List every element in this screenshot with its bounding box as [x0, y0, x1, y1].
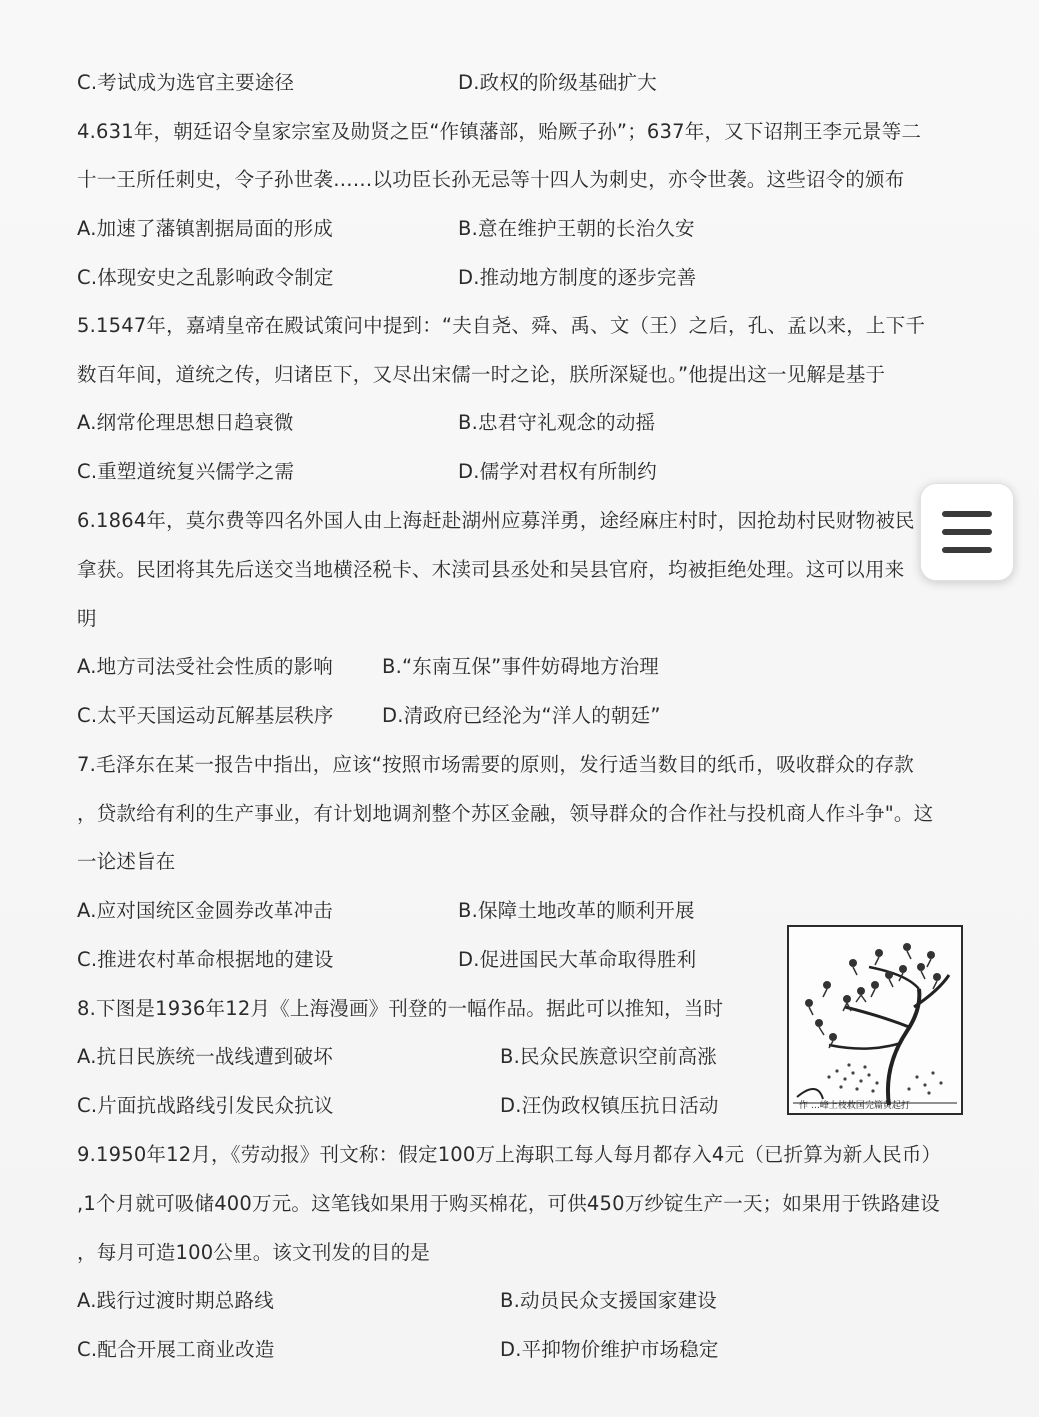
q4-stem-line-1: 4.631年，朝廷诏令皇家宗室及勋贤之臣“作镇藩部，贻厥子孙”；637年，又下诏荆王李元景等二: [77, 120, 922, 143]
q7-option-d: D.促进国民大革命取得胜利: [458, 948, 697, 971]
q6-option-d: D.清政府已经沦为“洋人的朝廷”: [382, 704, 661, 727]
q4-option-a: A.加速了藩镇割据局面的形成: [77, 217, 333, 240]
cartoon-drawing: [789, 927, 961, 1113]
q8-option-d: D.汪伪政权镇压抗日活动: [500, 1094, 719, 1117]
q9-option-a: A.践行过渡时期总路线: [77, 1289, 274, 1312]
q4-option-d: D.推动地方制度的逐步完善: [458, 266, 697, 289]
q5-option-a: A.纲常伦理思想日趋衰微: [77, 411, 294, 434]
q7-option-c: C.推进农村革命根据地的建设: [77, 948, 334, 971]
q9-stem-line-3: ，每月可造100公里。该文刊发的目的是: [77, 1241, 431, 1264]
q9-stem-line-1: 9.1950年12月，《劳动报》刊文称：假定100万上海职工每人每月都存入4元（已折算为新人民币）: [77, 1143, 942, 1166]
q7-stem-line-1: 7.毛泽东在某一报告中指出，应该“按照市场需要的原则，发行适当数目的纸币，吸收群众的存款: [77, 753, 915, 776]
q3-option-d: D.政权的阶级基础扩大: [458, 71, 657, 94]
q6-stem-line-1: 6.1864年，莫尔费等四名外国人由上海赶赴湖州应募洋勇，途经麻庄村时，因抢劫村民财物被民: [77, 509, 915, 532]
q8-option-b: B.民众民族意识空前高涨: [500, 1045, 717, 1068]
q8-stem: 8.下图是1936年12月《上海漫画》刊登的一幅作品。据此可以推知，当时: [77, 997, 724, 1020]
q8-option-c: C.片面抗战路线引发民众抗议: [77, 1094, 334, 1117]
q5-stem-line-1: 5.1547年，嘉靖皇帝在殿试策问中提到：“夫自尧、舜、禹、文（王）之后，孔、孟以来，上下千: [77, 314, 926, 337]
q3-option-c: C.考试成为选官主要途径: [77, 71, 295, 94]
q6-stem-line-3: 明: [77, 607, 97, 630]
q6-option-c: C.太平天国运动瓦解基层秩序: [77, 704, 334, 727]
q5-option-c: C.重塑道统复兴儒学之需: [77, 460, 295, 483]
q4-option-c: C.体现安史之乱影响政令制定: [77, 266, 334, 289]
q6-option-b: B.“东南互保”事件妨碍地方治理: [382, 655, 659, 678]
q9-stem-line-2: ,1个月就可吸储400万元。这笔钱如果用于购买棉花，可供450万纱锭生产一天；如果用于铁路建设: [77, 1192, 940, 1215]
q5-option-d: D.儒学对君权有所制约: [458, 460, 657, 483]
q4-option-b: B.意在维护王朝的长治久安: [458, 217, 695, 240]
q7-option-b: B.保障土地改革的顺利开展: [458, 899, 695, 922]
q7-stem-line-3: 一论述旨在: [77, 850, 176, 873]
q7-stem-line-2: ，贷款给有利的生产事业，有计划地调剂整个苏区金融，领导群众的合作社与投机商人作斗争"。这: [77, 802, 934, 825]
q5-option-b: B.忠君守礼观念的动摇: [458, 411, 656, 434]
q6-option-a: A.地方司法受社会性质的影响: [77, 655, 333, 678]
q5-stem-line-2: 数百年间，道统之传，归诸臣下，又尽出宋儒一时之论，朕所深疑也。”他提出这一见解是基于: [77, 363, 886, 386]
q7-option-a: A.应对国统区金圆券改革冲击: [77, 899, 333, 922]
q8-option-a: A.抗日民族统一战线遭到破坏: [77, 1045, 333, 1068]
q6-stem-line-2: 拿获。民团将其先后送交当地横泾税卡、木渎司县丞处和吴县官府，均被拒绝处理。这可以用来: [77, 558, 905, 581]
q9-option-b: B.动员民众支援国家建设: [500, 1289, 717, 1312]
cartoon-caption: 作 …峰上枝救国完篇黄起打: [799, 1101, 910, 1111]
q8-cartoon-image: [787, 925, 963, 1115]
q9-option-c: C.配合开展工商业改造: [77, 1338, 275, 1361]
q4-stem-line-2: 十一王所任刺史，令子孙世袭……以功臣长孙无忌等十四人为刺史，亦令世袭。这些诏令的颁布: [77, 168, 905, 191]
floating-menu-button[interactable]: [920, 483, 1014, 581]
q9-option-d: D.平抑物价维护市场稳定: [500, 1338, 719, 1361]
